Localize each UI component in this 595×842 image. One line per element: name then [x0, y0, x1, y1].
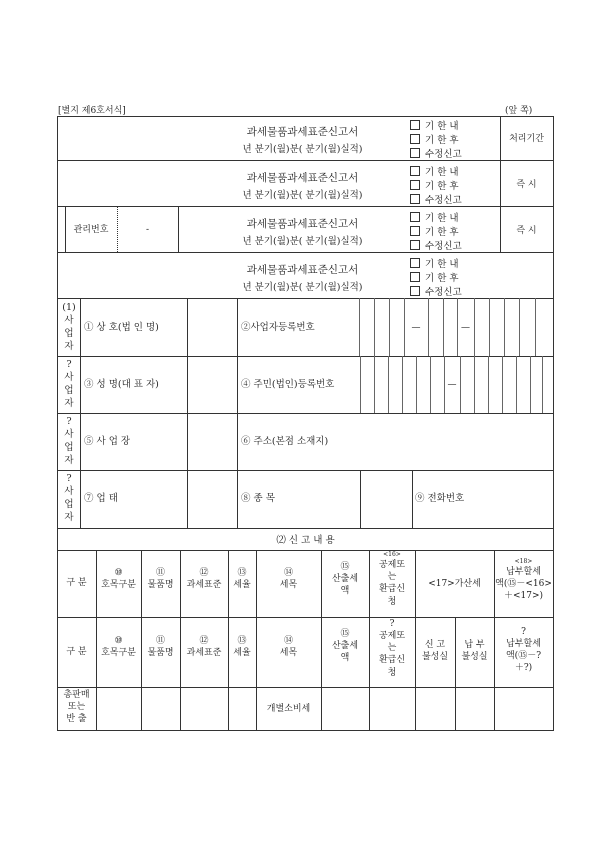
- divider: [237, 298, 238, 528]
- divider: [57, 298, 554, 299]
- mgmt-number-label: 관리번호: [73, 225, 109, 235]
- divider: [57, 252, 554, 253]
- divider: [57, 550, 554, 551]
- checkbox-icon[interactable]: [410, 120, 420, 130]
- divider: [57, 356, 554, 357]
- block-title: 과세물품과세표준신고서: [246, 126, 359, 138]
- divider: [416, 356, 417, 413]
- checkbox-icon[interactable]: [410, 212, 420, 222]
- filing-option-amended[interactable]: 수정신고: [410, 146, 462, 160]
- business-type-label: ⑦ 업 태: [84, 493, 118, 504]
- frame-bottom: [57, 730, 554, 731]
- reg-number-dash: —: [411, 323, 421, 333]
- col-header-computed-tax: ⑮ 산출세 액: [331, 562, 359, 597]
- col-header-deduction: ? 공제또 는 환급신 청: [378, 619, 406, 678]
- checkbox-icon[interactable]: [410, 148, 420, 158]
- col-header-tax-rate: ⑬ 세율: [233, 568, 251, 591]
- col-header-product-name: ⑪ 물품명: [147, 568, 174, 591]
- col-header-payable-tax: <18> 납부할세 액(⑮－<16> ＋<17>): [495, 558, 552, 602]
- col-header-gubun: 구 분: [66, 578, 87, 588]
- col-header-tax-base: ⑫ 과세표준: [186, 568, 222, 591]
- checkbox-icon[interactable]: [410, 180, 420, 190]
- processing-period-label: 처리기간: [509, 134, 544, 144]
- business-side-label: ? 사 업 자: [64, 416, 74, 466]
- divider: [360, 356, 361, 413]
- divider: [530, 356, 531, 413]
- business-item-label: ⑧ 종 목: [241, 493, 275, 504]
- filing-option-amended[interactable]: 수정신고: [410, 284, 462, 298]
- divider: [402, 356, 403, 413]
- address-label: ⑥ 주소(본점 소재지): [241, 436, 329, 447]
- checkbox-icon[interactable]: [410, 240, 420, 250]
- checkbox-icon[interactable]: [410, 226, 420, 236]
- row-label-total-sales: 총판매 또는 반 출: [63, 690, 90, 725]
- block-title: 과세물품과세표준신고서: [246, 172, 359, 184]
- divider: [388, 356, 389, 413]
- divider: [519, 298, 520, 356]
- divider: [57, 617, 554, 618]
- processing-immediate: 즉 시: [516, 226, 537, 236]
- divider: [57, 528, 554, 529]
- col-header-tax-item: ⑭ 세목: [279, 636, 298, 659]
- col-header-late-report: 신 고 불성실: [421, 640, 449, 663]
- divider: [504, 298, 505, 356]
- checkbox-icon[interactable]: [410, 272, 420, 282]
- representative-name-label: ③ 성 명(대 표 자): [84, 379, 159, 390]
- report-section-title: ⑵ 신 고 내 용: [276, 535, 335, 546]
- col-header-tax-base: ⑫ 과세표준: [186, 636, 222, 659]
- divider: [389, 298, 390, 356]
- divider: [187, 298, 188, 528]
- resident-number-dash: —: [447, 380, 457, 390]
- filing-option-ontime[interactable]: 기 한 내: [410, 256, 459, 270]
- frame-right: [553, 116, 554, 730]
- divider: [430, 356, 431, 413]
- filing-option-amended[interactable]: 수정신고: [410, 192, 462, 206]
- filing-option-late[interactable]: 기 한 후: [410, 178, 459, 192]
- filing-option-amended[interactable]: 수정신고: [410, 238, 462, 252]
- block-period: 년 분기(월)분( 분기(월)실적): [242, 144, 363, 155]
- col-header-additional-tax: <17>가산세: [428, 579, 481, 589]
- divider: [474, 356, 475, 413]
- filing-option-late[interactable]: 기 한 후: [410, 224, 459, 238]
- divider: [359, 298, 360, 356]
- divider: [489, 298, 490, 356]
- divider: [516, 356, 517, 413]
- business-side-label: ? 사 업 자: [64, 473, 74, 523]
- col-header-item-class: ⑩ 호목구분: [101, 636, 136, 659]
- divider: [178, 206, 179, 252]
- col-header-deduction: <16> 공제또 는 환급신 청: [378, 551, 406, 607]
- frame-top: [57, 116, 554, 117]
- filing-option-late[interactable]: 기 한 후: [410, 270, 459, 284]
- block-title: 과세물품과세표준신고서: [246, 264, 359, 276]
- checkbox-icon[interactable]: [410, 194, 420, 204]
- resident-number-label: ④ 주민(법인)등록번호: [241, 379, 335, 390]
- workplace-label: ⑤ 사 업 장: [84, 436, 131, 447]
- block-period: 년 분기(월)분( 분기(월)실적): [242, 236, 363, 247]
- divider: [374, 356, 375, 413]
- phone-label: ⑨ 전화번호: [415, 493, 465, 504]
- divider: [57, 413, 554, 414]
- company-name-label: ① 상 호(법 인 명): [84, 322, 159, 333]
- business-side-label: (1) 사 업 자: [62, 302, 76, 352]
- divider: [57, 470, 554, 471]
- business-reg-number-label: ②사업자등록번호: [241, 322, 315, 333]
- col-header-tax-rate: ⑬ 세율: [233, 636, 251, 659]
- col-header-product-name: ⑪ 물품명: [147, 636, 174, 659]
- block-period: 년 분기(월)분( 분기(월)실적): [242, 190, 363, 201]
- divider: [443, 298, 444, 356]
- checkbox-icon[interactable]: [410, 166, 420, 176]
- business-side-label: ? 사 업 자: [64, 359, 74, 409]
- filing-option-late[interactable]: 기 한 후: [410, 132, 459, 146]
- divider: [502, 356, 503, 413]
- col-header-gubun: 구 분: [66, 647, 87, 657]
- filing-option-ontime[interactable]: 기 한 내: [410, 118, 459, 132]
- col-header-late-payment: 납 부 불성실: [461, 640, 488, 663]
- page-side-label: (앞 쪽): [505, 106, 533, 116]
- row-item-excise-tax: 개별소비세: [266, 704, 311, 714]
- checkbox-icon[interactable]: [410, 134, 420, 144]
- divider: [360, 470, 361, 528]
- divider: [57, 206, 554, 207]
- reg-number-dash: —: [461, 323, 470, 333]
- block-period: 년 분기(월)분( 분기(월)실적): [242, 282, 363, 293]
- mgmt-number-dash: -: [145, 225, 150, 235]
- col-header-computed-tax: ⑮ 산출세 액: [331, 629, 359, 664]
- divider: [374, 298, 375, 356]
- divider: [57, 687, 554, 688]
- filing-option-ontime[interactable]: 기 한 내: [410, 210, 459, 224]
- divider: [80, 298, 81, 528]
- divider: [535, 298, 536, 356]
- processing-immediate: 즉 시: [516, 180, 537, 190]
- checkbox-icon[interactable]: [410, 258, 420, 268]
- divider: [412, 470, 413, 528]
- divider: [428, 298, 429, 356]
- block-title: 과세물품과세표준신고서: [246, 218, 359, 230]
- col-header-payable-tax: ? 납부할세 액(⑮－? ＋?): [505, 627, 542, 674]
- form-number-label: [별지 제6호서식]: [58, 106, 126, 116]
- divider: [542, 356, 543, 413]
- divider: [460, 356, 461, 413]
- divider: [488, 356, 489, 413]
- col-header-tax-item: ⑭ 세목: [279, 568, 298, 591]
- divider: [474, 298, 475, 356]
- filing-option-ontime[interactable]: 기 한 내: [410, 164, 459, 178]
- checkbox-icon[interactable]: [410, 286, 420, 296]
- divider: [455, 617, 456, 730]
- divider: [57, 160, 554, 161]
- col-header-item-class: ⑩ 호목구분: [101, 568, 136, 591]
